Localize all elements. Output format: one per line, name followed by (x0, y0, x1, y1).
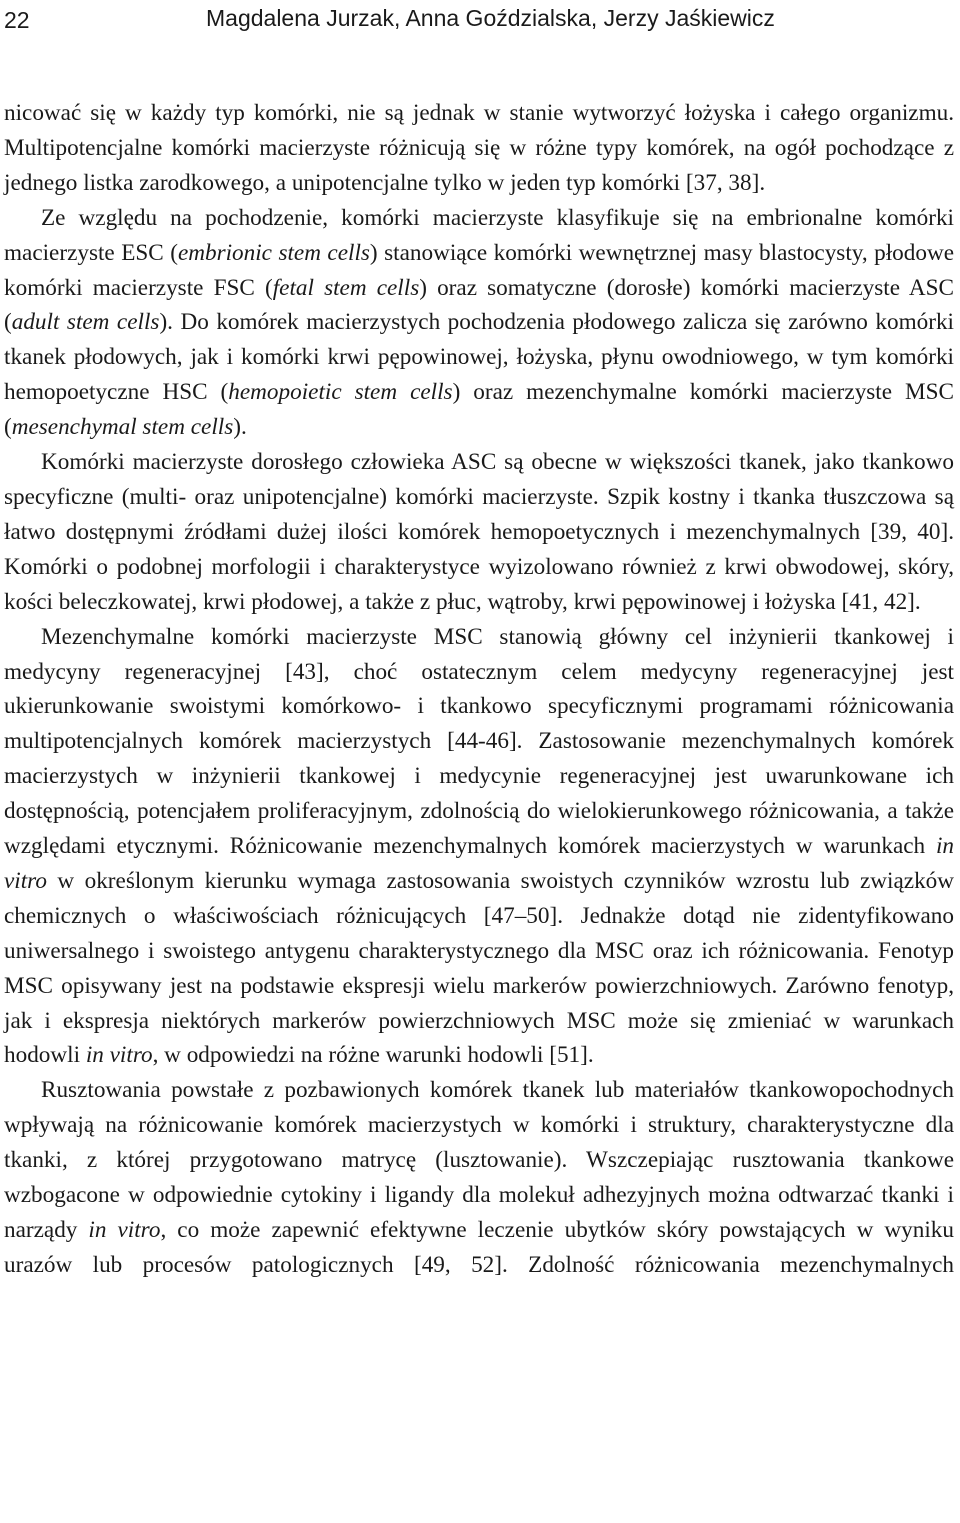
running-head (4, 0, 954, 40)
italic-term: adult stem cells (11, 309, 160, 336)
paragraph-2 (4, 201, 954, 445)
text-run: Mezenchymalne komórki macierzyste MSC stanowią główny cel inżynierii tkankowej i medycyny regeneracyjnej [43], choć ostatecznym celem medycyny regeneracyjnej jest ukierunkowanie swoistymi komórkowo- i tkankowo specyficznymi programami różnicowania multipotencjalnych komórek macierzystych [44-46]. Zastosowanie mezenchymalnych komórek macierzystych w inżynierii tkankowej i medycynie regeneracyjnej jest uwarunkowane ich dostępnością, potencjałem proliferacyjnym, zdolnością do wielokierunkowego różnicowania, a także względami etycznymi. Różnicowanie mezenchymalnych komórek macierzystych w warunkach (4, 623, 954, 860)
text-run: ). (233, 414, 247, 441)
italic-term: in vitro (4, 833, 954, 894)
italic-term: embrionic stem cells (177, 239, 370, 266)
text-run: w określonym kierunku wymaga zastosowania swoistych czynników wzrostu lub związków chemicznych o właściwościach różnicujących [47–50]. Jednakże dotąd nie zidentyfikowano uniwersalnego i swoistego antygenu charakterystycznego dla MSC oraz ich różnicowania. Fenotyp MSC opisywany jest na podstawie ekspresji wielu markerów powierzchniowych. Zarówno fenotyp, jak i ekspresja niektórych markerów powierzchniowych MSC może się zmieniać w warunkach hodowli (4, 867, 954, 1069)
paragraph-4 (4, 620, 954, 1074)
running-head-authors: Magdalena Jurzak, Anna Goździalska, Jerzy Jaśkiewicz (206, 5, 775, 31)
text-run: ) oraz mezenchymalne komórki macierzyste MSC ( (4, 379, 954, 441)
paragraph-5 (4, 1073, 954, 1282)
text-run: ). Do komórek macierzystych pochodzenia płodowego zalicza się zarówno komórki tkanek płodowych, jak i komórki krwi pępowinowej, łożyska, płynu owodniowego, w tym komórki hemopoetyczne HSC ( (4, 309, 954, 406)
text-run: Rusztowania powstałe z pozbawionych komórek tkanek lub materiałów tkankowopochodnych wpływają na różnicowanie komórek macierzystych w komórki i struktury, charakterystyczne dla tkanki, z której przygotowano matrycę (lusztowanie). Wszczepiając rusztowania tkankowe wzbogacone w odpowiednie cytokiny i ligandy dla molekuł adhezyjnych można odtwarzać tkanki i narządy (4, 1077, 954, 1243)
text-run: , co może zapewnić efektywne leczenie ubytków skóry powstających w wyniku urazów lub procesów patologicznych [49, 52]. Zdolność różnicowania mezenchymalnych (4, 1217, 954, 1278)
text-run: ) oraz somatyczne (dorosłe) komórki macierzyste ASC ( (4, 274, 954, 336)
italic-term: mesenchymal stem cells (11, 414, 234, 441)
italic-term: in vitro (88, 1217, 161, 1243)
paragraph-3 (4, 445, 954, 620)
italic-term: in vitro (85, 1042, 153, 1069)
text-run: Komórki macierzyste dorosłego człowieka ASC są obecne w większości tkanek, jako tkankowo specyficzne (multi- oraz unipotencjalne) komórki macierzyste. Szpik kostny i tkanka tłuszczowa są łatwo dostępnymi źródłami dużej ilości komórek hemopoetycznych i mezenchymalnych [39, 40]. Komórki o podobnej morfologii i charakterystyce wyizolowano również z krwi obwodowej, skóry, kości beleczkowatej, krwi płodowej, a także z płuc, wątroby, krwi pępowinowej i łożyska [41, 42]. (4, 449, 954, 615)
page-number: 22 (4, 7, 30, 33)
text-run: , w odpowiedzi na różne warunki hodowli [51]. (152, 1042, 594, 1069)
text-run: Ze względu na pochodzenie, komórki macierzyste klasyfikuje się na embrionalne komórki macierzyste ESC ( (4, 204, 954, 266)
paragraph-1 (4, 96, 954, 201)
body-text (4, 96, 954, 1283)
italic-term: hemopoietic stem cells (228, 379, 453, 406)
italic-term: fetal stem cells (272, 274, 420, 301)
text-run: ) stanowiące komórki wewnętrznej masy blastocysty, płodowe komórki macierzyste FSC ( (4, 239, 954, 301)
text-run: nicować się w każdy typ komórki, nie są jednak w stanie wytworzyć łożyska i całego organizmu. Multipotencjalne komórki macierzyste różnicują się w różne typy komórek, na ogół pochodzące z jednego listka zarodkowego, a unipotencjalne tylko w jeden typ komórki [37, 38]. (4, 100, 954, 196)
